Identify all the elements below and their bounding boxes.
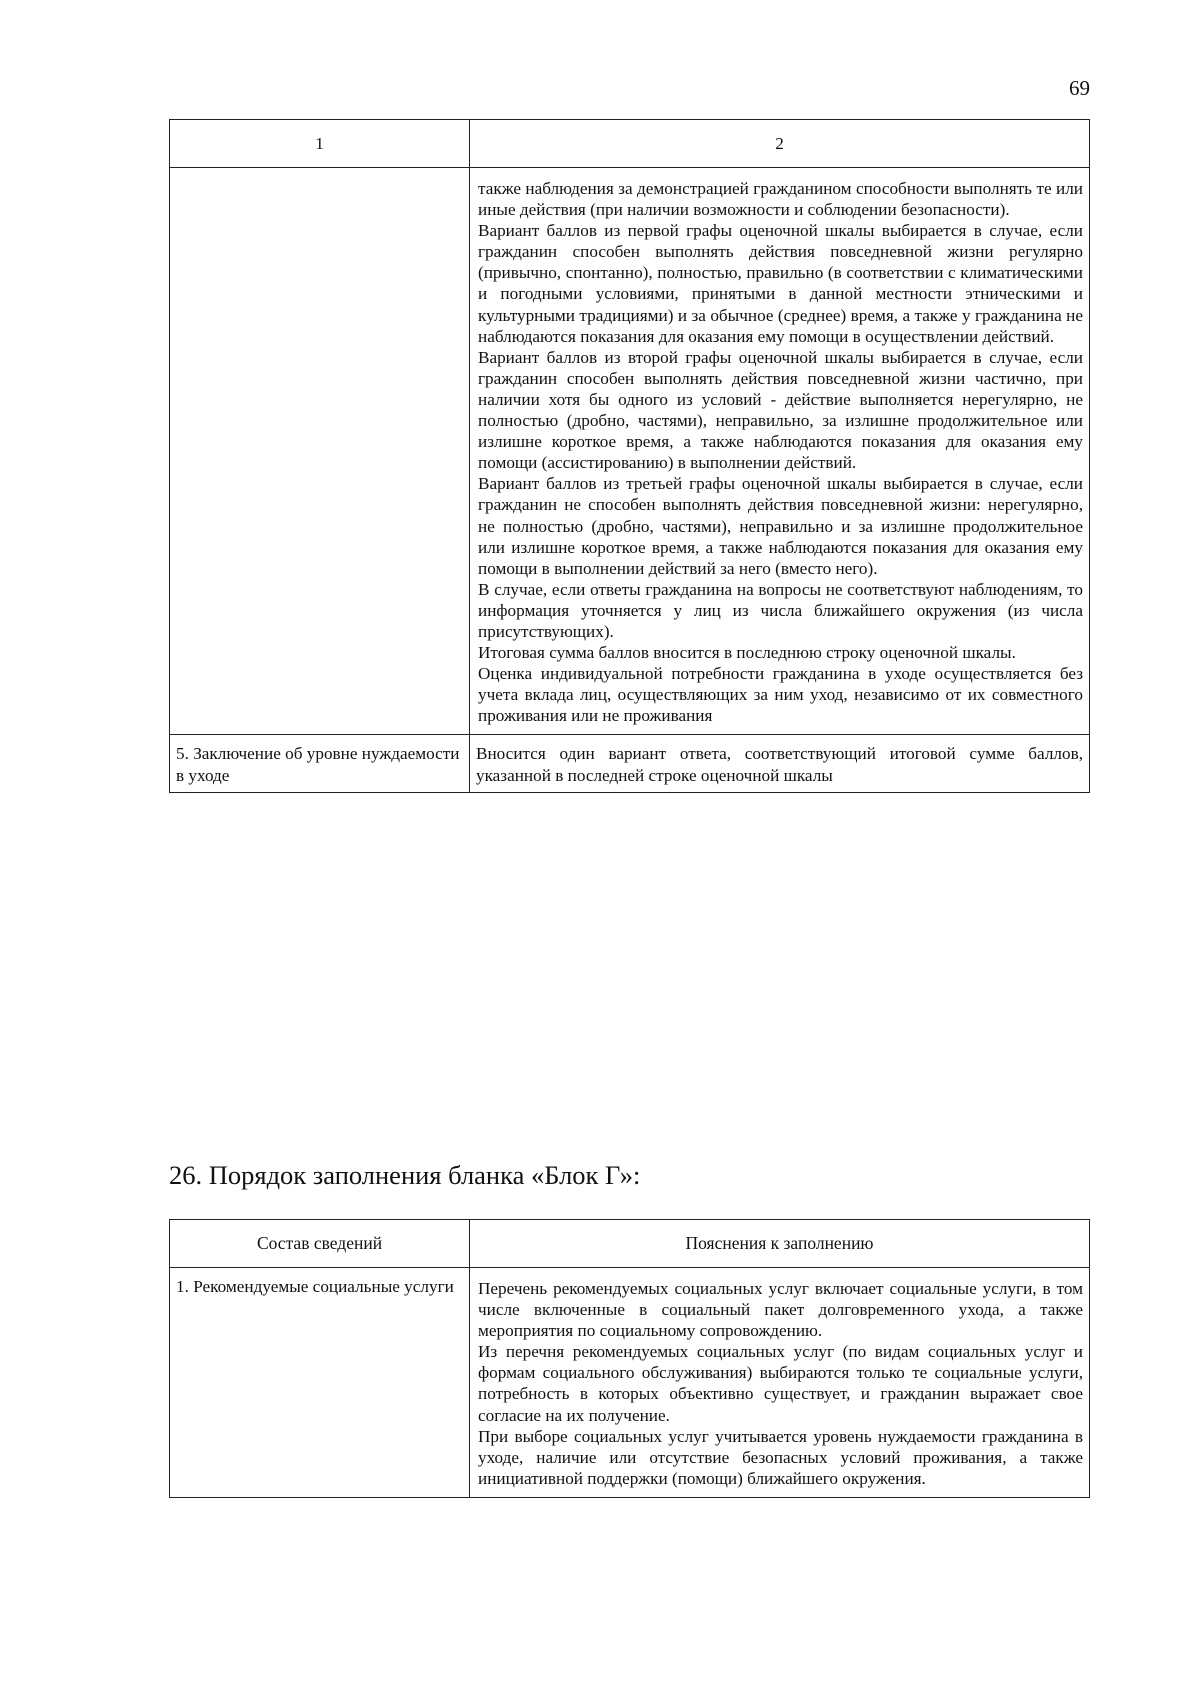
- item-description: Вносится один вариант ответа, соответствующий итоговой сумме баллов, указанной в последней строке оценочной шкалы: [476, 744, 1083, 785]
- paragraph: Вариант баллов из второй графы оценочной шкалы выбирается в случае, если гражданин способен выполнять действия повседневной жизни частично, при наличии хотя бы одного из условий - действие выполняется нерегулярно, не полностью (дробно, частями), неправильно, за излишне продолжительное или излишне короткое время, а также наблюдаются показания для оказания ему помощи (ассистированию) в выполнении действий.: [478, 347, 1083, 473]
- paragraph: Вариант баллов из первой графы оценочной шкалы выбирается в случае, если гражданин способен выполнять действия повседневной жизни регулярно (привычно, спонтанно), полностью, правильно (в соответствии с климатическими и погодными условиями, принятыми в данной местности этническими и культурными традициями) и за обычное (среднее) время, а также у гражданина не наблюдаются показания для оказания ему помощи в осуществлении действий.: [478, 221, 1083, 346]
- header-cell-col2: 2: [470, 120, 1090, 168]
- paragraph: Итоговая сумма баллов вносится в последнюю строку оценочной шкалы.: [478, 643, 1016, 663]
- evaluation-instructions-table: [169, 119, 1090, 793]
- paragraph: Вариант баллов из третьей графы оценочной шкалы выбирается в случае, если гражданин не способен выполнять действия повседневной жизни: нерегулярно, не полностью (дробно, частями), неправильно и за излишне продолжительное или излишне короткое время, а также наблюдаются показания для оказания ему помощи в выполнении действий за него (вместо него).: [478, 474, 1083, 578]
- item-label-cell: [170, 1268, 470, 1498]
- paragraph: В случае, если ответы гражданина на вопросы не соответствуют наблюдениям, то информация уточняется у лиц из числа ближайшего окружения (из числа присутствующих).: [478, 579, 1083, 641]
- table-row: [170, 735, 1090, 792]
- instructions-cell: [470, 168, 1090, 735]
- empty-cell: [170, 168, 470, 735]
- instructions-cell: [470, 1268, 1090, 1498]
- table-row: [170, 168, 1090, 735]
- item-label: 1. Рекомендуемые социальные услуги: [176, 1277, 454, 1296]
- section-title: 26. Порядок заполнения бланка «Блок Г»:: [169, 1160, 641, 1190]
- paragraph: Перечень рекомендуемых социальных услуг включает социальные услуги, в том числе включенные в социальный пакет долговременного ухода, а также мероприятия по социальному сопровождению.: [478, 1279, 1083, 1341]
- header-cell-col2: Пояснения к заполнению: [470, 1220, 1090, 1268]
- item-label-cell: [170, 735, 470, 792]
- paragraph: Оценка индивидуальной потребности гражданина в уходе осуществляется без учета вклада лиц, осуществляющих за ним уход, независимо от их совместного проживания или не проживания: [478, 664, 1083, 726]
- item-label: 5. Заключение об уровне нуждаемости в уходе: [176, 744, 460, 785]
- item-description-cell: [470, 735, 1090, 792]
- header-cell-col1: 1: [170, 120, 470, 168]
- block-g-instructions-table: [169, 1219, 1090, 1498]
- table-header-row: [170, 120, 1090, 168]
- paragraph: При выборе социальных услуг учитывается уровень нуждаемости гражданина в уходе, наличие или отсутствие безопасных условий проживания, а также инициативной поддержки (помощи) ближайшего окружения.: [478, 1426, 1083, 1488]
- paragraph: также наблюдения за демонстрацией гражданином способности выполнять те или иные действия (при наличии возможности и соблюдении безопасности).: [478, 179, 1083, 220]
- table-row: [170, 1268, 1090, 1498]
- table-header-row: [170, 1220, 1090, 1268]
- paragraph: Из перечня рекомендуемых социальных услуг (по видам социальных услуг и формам социального обслуживания) выбираются только те социальные услуги, потребность в которых объективно существует, и гражданин выражает свое согласие на их получение.: [478, 1342, 1083, 1425]
- page-number: 69: [1069, 76, 1090, 100]
- header-cell-col1: Состав сведений: [170, 1220, 470, 1268]
